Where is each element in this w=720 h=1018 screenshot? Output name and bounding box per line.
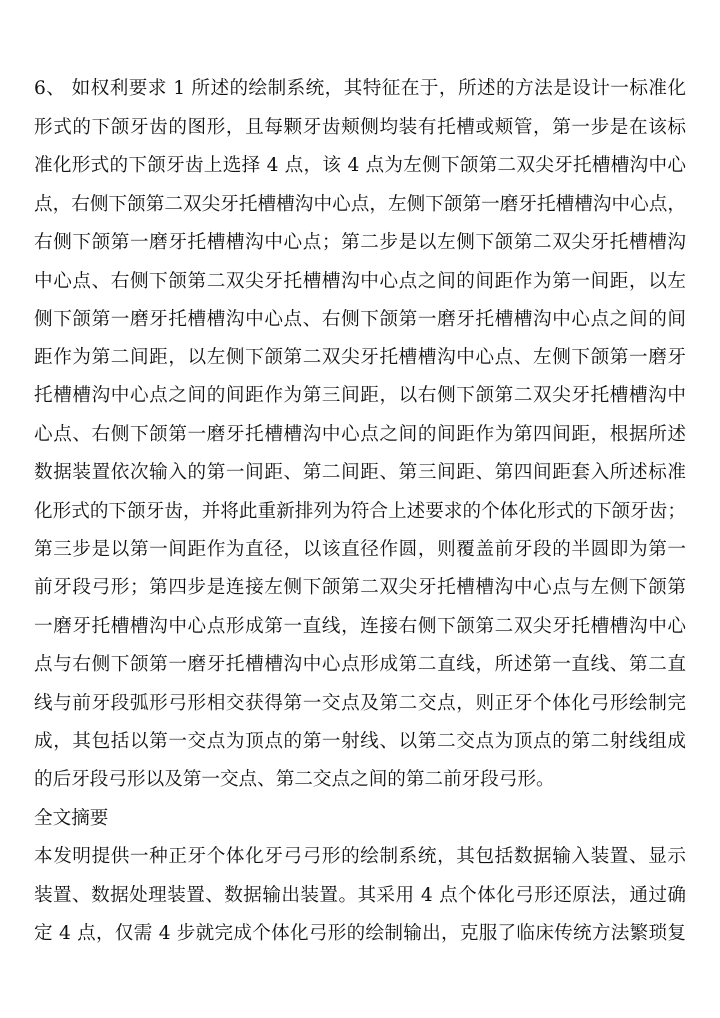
- claim-6-line-17: 线与前牙段弧形弓形相交获得第一交点及第二交点，则正牙个体化弓形绘制完: [34, 693, 686, 714]
- claim-6-line-2: 形式的下颌牙齿的图形，且每颗牙齿颊侧均装有托槽或颊管，第一步是在该标: [34, 117, 686, 138]
- claim-6-line-9: 托槽槽沟中心点之间的间距作为第三间距，以右侧下颌第二双尖牙托槽槽沟中: [34, 385, 686, 406]
- claim-6-line-13: 第三步是以第一间距作为直径，以该直径作圆，则覆盖前牙段的半圆即为第一: [34, 539, 686, 560]
- claim-6-line-12: 化形式的下颌牙齿，并将此重新排列为符合上述要求的个体化形式的下颌牙齿；: [34, 501, 686, 522]
- abstract-heading: 全文摘要: [34, 808, 109, 829]
- claim-6-line-6: 中心点、右侧下颌第二双尖牙托槽槽沟中心点之间的间距作为第一间距，以左: [34, 271, 686, 292]
- claim-6-line-15: 一磨牙托槽槽沟中心点形成第一直线，连接右侧下颌第二双尖牙托槽槽沟中心: [34, 616, 686, 637]
- claim-6-line-8: 距作为第二间距，以左侧下颌第二双尖牙托槽槽沟中心点、左侧下颌第一磨牙: [34, 347, 686, 368]
- claim-6-line-14: 前牙段弓形；第四步是连接左侧下颌第二双尖牙托槽槽沟中心点与左侧下颌第: [34, 577, 686, 598]
- claim-6-line-4: 点，右侧下颌第二双尖牙托槽槽沟中心点，左侧下颌第一磨牙托槽槽沟中心点，: [34, 194, 686, 215]
- claim-6-line-10: 心点、右侧下颌第一磨牙托槽槽沟中心点之间的间距作为第四间距，根据所述: [34, 424, 686, 445]
- abstract-line-1: 本发明提供一种正牙个体化牙弓弓形的绘制系统，其包括数据输入装置、显示: [34, 846, 686, 867]
- claim-6-line-7: 侧下颌第一磨牙托槽槽沟中心点、右侧下颌第一磨牙托槽槽沟中心点之间的间: [34, 309, 686, 330]
- abstract-line-3: 定 4 点，仅需 4 步就完成个体化弓形的绘制输出，克服了临床传统方法繁琐复: [34, 923, 686, 944]
- claim-6-line-19: 的后牙段弓形以及第一交点、第二交点之间的第二前牙段弓形。: [34, 769, 555, 790]
- claim-6-line-11: 数据装置依次输入的第一间距、第二间距、第三间距、第四间距套入所述标准: [34, 462, 686, 483]
- claim-6-line-3: 准化形式的下颌牙齿上选择 4 点，该 4 点为左侧下颌第二双尖牙托槽槽沟中心: [34, 155, 686, 176]
- claim-6-line-5: 右侧下颌第一磨牙托槽槽沟中心点；第二步是以左侧下颌第二双尖牙托槽槽沟: [34, 232, 686, 253]
- claim-6-line-1: 6、 如权利要求 1 所述的绘制系统，其特征在于，所述的方法是设计一标准化: [34, 78, 686, 99]
- claim-6-line-18: 成，其包括以第一交点为顶点的第一射线、以第二交点为顶点的第二射线组成: [34, 731, 686, 752]
- claim-6-line-16: 点与右侧下颌第一磨牙托槽槽沟中心点形成第二直线，所述第一直线、第二直: [34, 654, 686, 675]
- abstract-line-2: 装置、数据处理装置、数据输出装置。其采用 4 点个体化弓形还原法，通过确: [34, 885, 686, 906]
